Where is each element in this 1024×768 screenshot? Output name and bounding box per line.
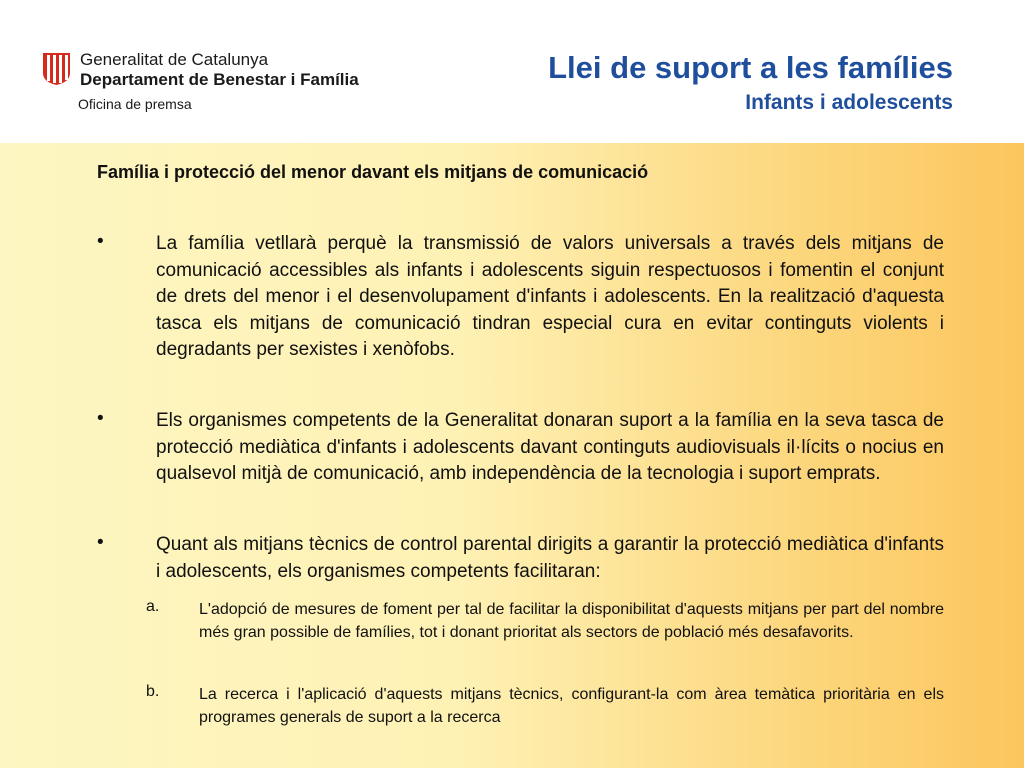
bullet-marker: •: [97, 532, 104, 553]
bullet-text-2: Els organismes competents de la Generalitat donaran suport a la família en la seva tasca de protecció mediàtica d'infants i adolescents davant continguts audiovisuals il·lícits o nocius en qualsevol mitjà de comunicació, amb independència de la tecnologia i suport emprats.: [156, 410, 944, 484]
generalitat-logo-icon: [41, 51, 72, 86]
bullet-marker: •: [97, 408, 104, 429]
department-name: Departament de Benestar i Família: [80, 70, 359, 89]
office-name: Oficina de premsa: [78, 96, 192, 112]
sub-item-marker-a: a.: [146, 598, 160, 615]
bullet-text-3: Quant als mitjans tècnics de control parental dirigits a garantir la protecció mediàtica d'infants i adolescents, els organismes competents facilitaran:: [156, 534, 944, 582]
sub-item-text-a: L'adopció de mesures de foment per tal de facilitar la disponibilitat d'aquests mitjans per part del nombre més gran possible de famílies, tot i donant prioritat als sectors de població més desafavorits.: [199, 601, 944, 641]
slide-title: Llei de suport a les famílies: [548, 50, 953, 85]
bullet-marker: •: [97, 231, 104, 252]
slide-subtitle: Infants i adolescents: [745, 91, 953, 114]
header: [0, 0, 1024, 143]
org-name: Generalitat de Catalunya: [80, 50, 269, 69]
section-heading: Família i protecció del menor davant els mitjans de comunicació: [97, 162, 649, 182]
bullet-text-1: La família vetllarà perquè la transmissió de valors universals a través dels mitjans de comunicació accessibles als infants i adolescents siguin respectuosos i fomentin el conjunt de drets del menor i el desenvolupament d'infants i adolescents. En la realització d'aquesta tasca els mitjans de comunicació tindran especial cura en evitar continguts violents i degradants per sexistes i xenòfobs.: [156, 233, 944, 360]
sub-item-marker-b: b.: [146, 683, 160, 700]
sub-item-text-b: La recerca i l'aplicació d'aquests mitjans tècnics, configurant-la com àrea temàtica prioritària en els programes generals de suport a la recerca: [199, 686, 944, 726]
